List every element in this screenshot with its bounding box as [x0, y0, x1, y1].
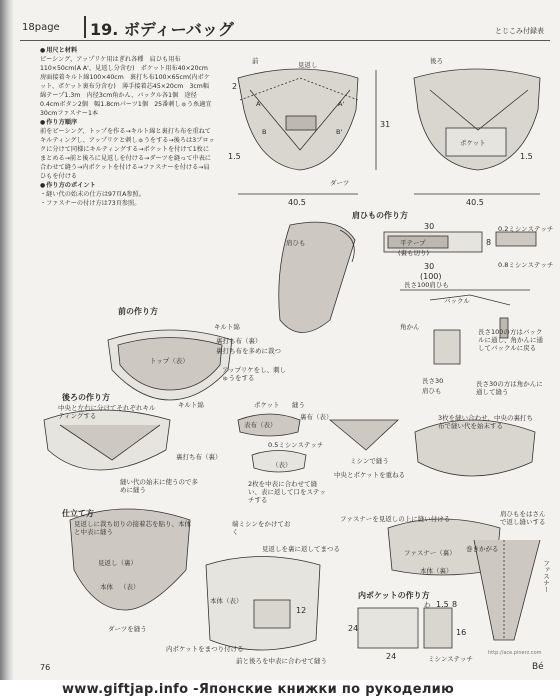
strap-note1: 長さ100の方はバックルに通し、角かんに通してバックルに戻る [478, 328, 543, 352]
dim-height: 31 [380, 120, 391, 129]
label-face: （表） [272, 461, 292, 469]
footer-text: www.giftjap.info -Японские книжки по рукоделию [62, 682, 455, 697]
back-step4: 3枚を縫い合わせ、中央の裏打ち布で縫い代を始末する [438, 414, 533, 430]
label-stitch05: 0.5ミシンステッチ [268, 441, 324, 449]
dim-12: 12 [296, 606, 307, 615]
label-facing: 見返し [298, 61, 318, 69]
watermark-logo: Bé [532, 662, 544, 672]
label-body-back: 本体（裏） [420, 567, 453, 575]
label-stitch1: 0.2ミシンステッチ [498, 225, 554, 233]
label-pocket-step: ポケット [254, 401, 280, 409]
label-quilt: キルト綿 [214, 323, 240, 331]
finish-step2a: 端ミシンをかけておく [232, 520, 291, 536]
label-strap-note: 肩ひもをはさんで返し縫いする [500, 510, 546, 526]
label-lining2: 裏打ち布を多めに裁つ [216, 347, 281, 355]
label-facing-back: 見返し（裏） [98, 559, 137, 567]
label-sew: 縫う [292, 401, 305, 409]
label-back-lining: 裏打ち布（裏） [176, 453, 222, 461]
dim-2: 2 [232, 82, 238, 91]
label-pocket: ポケット [460, 139, 486, 147]
label-fold: 2枚を中表に合わせて縫い、表に返して口をステッチする [248, 480, 326, 504]
label-center-pocket: 中央とポケットを重ねる [334, 471, 406, 479]
footer-banner [0, 680, 560, 700]
label-tape-sub: (裏も切り) [398, 249, 430, 257]
back-method-title: 後ろの作り方 [62, 393, 110, 402]
label-sew-together: 前と後ろを中表に合わせて縫う [236, 657, 327, 665]
finish-step1: 見返しに裁ち切りの接着芯を貼り、本体と中表に縫う [74, 520, 191, 536]
dim-15: 1.5 [228, 152, 241, 161]
label-body: 本体 [100, 583, 113, 591]
dim-24: 24 [348, 624, 359, 633]
label-zipper-step: ファスナーを見返しの上に縫い付ける [340, 515, 451, 523]
label-dart: ダーツ [330, 179, 350, 187]
label-b: B [262, 128, 267, 136]
order-heading: ● 作り方順序 [40, 118, 215, 127]
label-shoulder: 肩ひも [422, 387, 442, 395]
dim-15b: 1.5 [520, 152, 533, 161]
finish-step2b: 見返しを裏に返してまつる [262, 545, 340, 553]
label-a2: A' [338, 100, 345, 108]
label-applique: アップリケをし、刺しゅうをする [222, 366, 287, 382]
label-back: 後ろ [430, 57, 443, 65]
label-sew-machine: ミシンで縫う [350, 457, 389, 465]
materials-heading: ● 用尺と材料 [40, 46, 215, 55]
points-heading: ● 作り方のポイント [40, 181, 215, 190]
label-a: A [256, 100, 261, 108]
label-zipper-back: ファスナー（裏） [404, 549, 456, 557]
label-tape: 平テープ [400, 239, 426, 247]
order-body: 前をピーシング、トップを作る→キルト綿と裏打ち布を重ねてキルティングし、アップリケと刺しゅうをする→後ろは3ブロックに分けて同様にキルティングする→ポケットを付けて1枚にまとめる→前と後ろに見返しを付ける→ダーツを縫って中表に合わせて縫う→内ポケットを付ける→ファスナーを付ける→肩ひもを付ける [40, 128, 215, 180]
dim-width-back: 40.5 [466, 198, 484, 207]
strap-title: 肩ひもの作り方 [352, 211, 408, 220]
strap-note2: 長さ30の方は角かんに通して縫う [476, 380, 543, 396]
supplement-tag: とじこみ付録表 [495, 27, 544, 35]
label-allowance: 縫い代の始末に使うので多めに縫う [120, 478, 198, 494]
dim-30: 30 [424, 222, 435, 231]
label-lining: 裏打ち布（裏） [216, 337, 262, 345]
label-length30: 長さ30 [422, 377, 444, 385]
watermark-url: http://ace.pinerz.com [488, 650, 542, 656]
label-table-face: 表布（表） [244, 421, 277, 429]
inner-pocket-title: 内ポケットの作り方 [358, 591, 430, 600]
label-b2: B' [336, 128, 343, 136]
label-body-face: （表） [120, 583, 140, 591]
page-title: 19. ボディーバッグ [90, 20, 234, 39]
label-back-face: 裏布（表） [300, 413, 333, 421]
page-label: 18page [22, 22, 60, 33]
label-buckle: バックル [444, 297, 470, 305]
label-wrap: 巻きかがる [466, 545, 499, 553]
dim-30b: 30 [424, 262, 435, 271]
page-number: 76 [40, 663, 51, 672]
finish-title: 仕立て方 [62, 509, 94, 518]
dim-16: 16 [456, 628, 467, 637]
label-back-quilt: キルト綿 [178, 401, 204, 409]
points-body: ・縫い代の始末の仕方は97頁A参照。 ・ファスナーの付け方は73頁参照。 [40, 191, 145, 207]
materials-body: ピーシング、アップリケ用はぎれ各種 肩ひも用布110×50cm(A A'、見返し分含む) ポケット用布40×20cm 房面接着キルト綿100×40cm 裏打ち布100×65cm(内ポケット、ポケット裏布分含む) 薄手接着芯45×20cm 3cm幅綿テープ1.3m 内径3cm角かん、バックル各1個 途径0.4cmボタン2個 幅1.8cmパーツ1個 25番刺しゅう糸適宜 30cmファスナー1本 [40, 56, 218, 117]
label-front: 前 [252, 57, 259, 65]
label-fold-mark: わ [424, 601, 431, 609]
label-long-strap: 長さ100肩ひも [404, 281, 449, 289]
label-dart-sew: ダーツを縫う [108, 625, 147, 633]
dim-8b: 8 [452, 600, 458, 609]
back-step1: 中央と左右に分けてそれぞれキルティングする [58, 404, 156, 420]
label-body-face2: 本体（表） [210, 597, 243, 605]
dim-8: 8 [486, 238, 492, 247]
label-top: トップ（表） [150, 357, 189, 365]
label-zipper2: ファスナー [542, 560, 550, 593]
dim-100b: (100) [420, 272, 442, 281]
front-method-title: 前の作り方 [118, 307, 158, 316]
label-inner-pocket: 内ポケットをまつり付ける [166, 645, 244, 653]
label-square-ring: 角かん [400, 323, 420, 331]
dim-15: 1.5 [436, 600, 449, 609]
dim-width-front: 40.5 [288, 198, 306, 207]
dim-24b: 24 [386, 652, 397, 661]
label-stitch2: 0.8ミシンステッチ [498, 261, 554, 269]
label-machine-stitch: ミシンステッチ [428, 655, 474, 663]
label-strap: 肩ひも [286, 239, 306, 247]
